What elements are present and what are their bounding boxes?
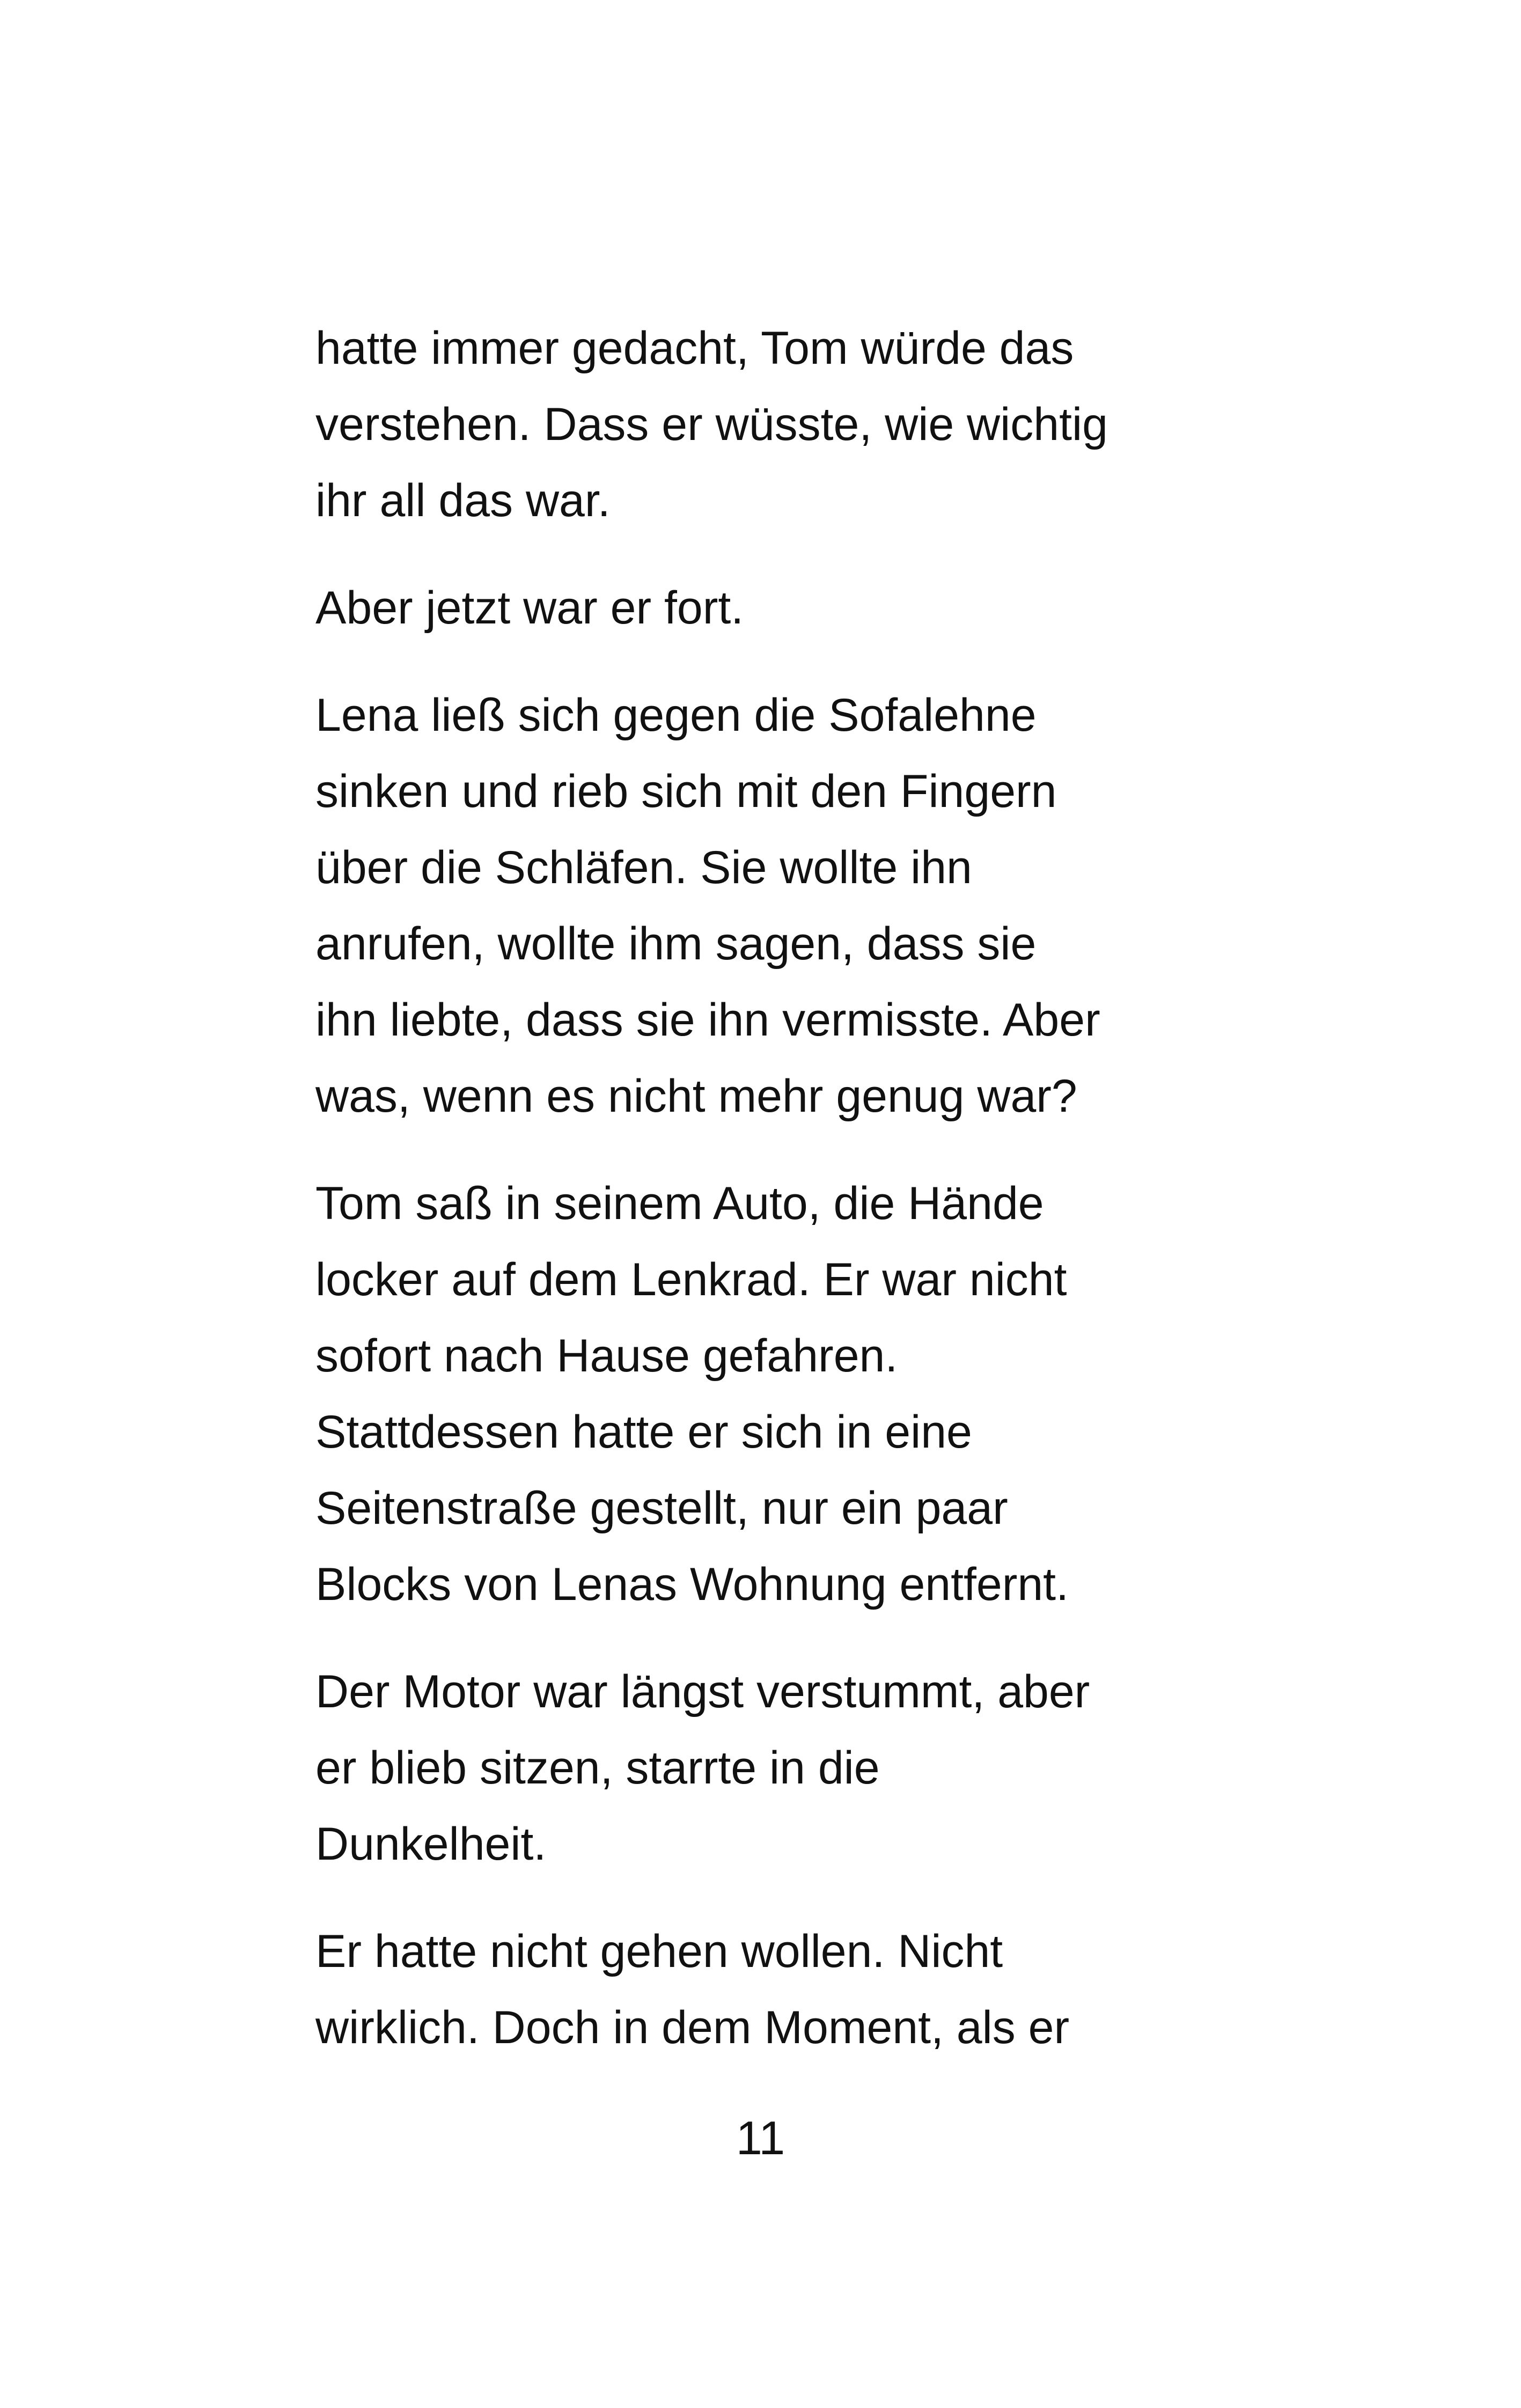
- text-line: Seitenstraße gestellt, nur ein paar: [315, 1482, 1008, 1534]
- text-line: wirklich. Doch in dem Moment, als er: [315, 2002, 1070, 2053]
- paragraph: [315, 677, 1238, 1134]
- text-line: Er hatte nicht gehen wollen. Nicht: [315, 1926, 1003, 1977]
- paragraph: [315, 310, 1238, 539]
- text-line: sinken und rieb sich mit den Fingern: [315, 766, 1057, 817]
- text-line: Der Motor war längst verstummt, aber: [315, 1666, 1090, 1717]
- text-line: verstehen. Dass er wüsste, wie wichtig: [315, 399, 1108, 450]
- text-line: sofort nach Hause gefahren.: [315, 1330, 898, 1382]
- text-line: Aber jetzt war er fort.: [315, 582, 744, 634]
- paragraph: [315, 1913, 1238, 2066]
- text-line: Tom saß in seinem Auto, die Hände: [315, 1178, 1044, 1229]
- text-line: was, wenn es nicht mehr genug war?: [315, 1070, 1077, 1122]
- paragraph: [315, 570, 1238, 646]
- body-text: [315, 310, 1238, 2097]
- paragraph: [315, 1165, 1238, 1623]
- text-line: Blocks von Lenas Wohnung entfernt.: [315, 1559, 1069, 1610]
- paragraph: [315, 1654, 1238, 1882]
- text-line: hatte immer gedacht, Tom würde das: [315, 322, 1074, 374]
- text-line: über die Schläfen. Sie wollte ihn: [315, 842, 972, 893]
- text-line: locker auf dem Lenkrad. Er war nicht: [315, 1254, 1067, 1305]
- text-line: ihr all das war.: [315, 475, 611, 526]
- page-number: 11: [736, 2111, 785, 2164]
- text-line: Lena ließ sich gegen die Sofalehne: [315, 689, 1037, 741]
- text-line: er blieb sitzen, starrte in die: [315, 1742, 880, 1794]
- text-line: ihn liebte, dass sie ihn vermisste. Aber: [315, 994, 1100, 1046]
- text-line: anrufen, wollte ihm sagen, dass sie: [315, 918, 1037, 970]
- text-line: Dunkelheit.: [315, 1818, 547, 1870]
- text-line: Stattdessen hatte er sich in eine: [315, 1406, 972, 1458]
